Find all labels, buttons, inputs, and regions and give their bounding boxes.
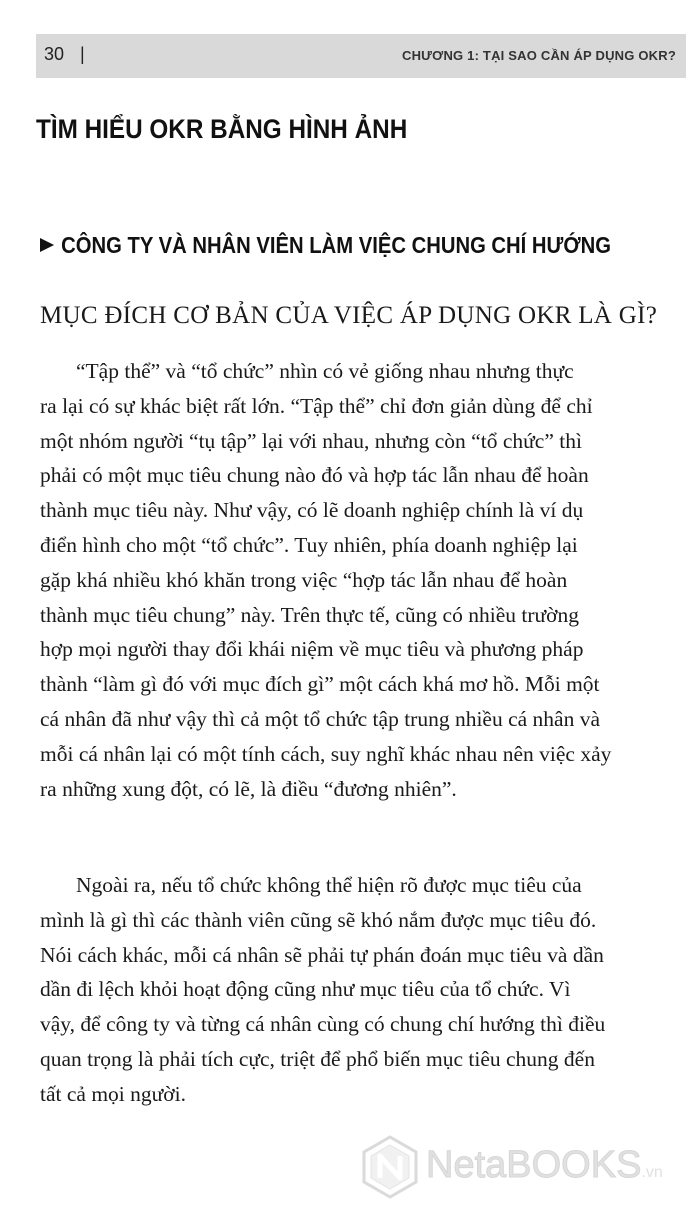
chapter-title: CHƯƠNG 1: TẠI SAO CẦN ÁP DỤNG OKR? — [402, 48, 676, 63]
paragraph-line: mình là gì thì các thành viên cũng sẽ khó nắm được mục tiêu đó. — [40, 907, 597, 932]
watermark — [360, 1134, 690, 1204]
paragraph-line: cá nhân đã như vậy thì cả một tổ chức tập trung nhiều cá nhân và — [40, 706, 601, 731]
paragraph-line: Ngoài ra, nếu tổ chức không thể hiện rõ được mục tiêu của — [76, 873, 582, 897]
header-separator: | — [80, 44, 85, 64]
paragraph-line: phải có một mục tiêu chung nào đó và hợp tác lẫn nhau để hoàn — [40, 463, 589, 488]
paragraph-line: thành mục tiêu này. Như vậy, có lẽ doanh nghiệp chính là ví dụ — [40, 498, 584, 523]
subsection-text: CÔNG TY VÀ NHÂN VIÊN LÀM VIỆC CHUNG CHÍ HƯỚNG — [61, 232, 611, 258]
subsection-heading — [40, 232, 611, 259]
paragraph-line: Nói cách khác, mỗi cá nhân sẽ phải tự phán đoán mục tiêu và dần — [40, 942, 604, 967]
page-number: 30 — [44, 44, 65, 64]
paragraph-line: dần đi lệch khỏi hoạt động cũng như mục tiêu của tổ chức. Vì — [40, 977, 571, 1002]
paragraph-line: gặp khá nhiều khó khăn trong việc “hợp tác lẫn nhau để hoàn — [40, 567, 568, 592]
section-title: TÌM HIỂU OKR BẰNG HÌNH ẢNH — [36, 114, 408, 144]
paragraph-line: một nhóm người “tụ tập” lại với nhau, nhưng còn “tổ chức” thì — [40, 428, 582, 453]
watermark-suffix: .vn — [641, 1164, 663, 1181]
triangle-bullet-icon — [40, 238, 54, 252]
paragraph-line: thành “làm gì đó với mục đích gì” một cách khá mơ hồ. Mỗi một — [40, 672, 600, 697]
running-header — [36, 34, 686, 78]
paragraph-1 — [40, 354, 670, 806]
paragraph-line: vậy, để công ty và từng cá nhân cùng có chung chí hướng thì điều — [40, 1012, 606, 1037]
paragraph-line: mỗi cá nhân lại có một tính cách, suy nghĩ khác nhau nên việc xảy — [40, 741, 612, 766]
paragraph-line: tất cả mọi người. — [40, 1081, 187, 1106]
paragraph-line: quan trọng là phải tích cực, triệt để phổ biến mục tiêu chung đến — [40, 1046, 595, 1071]
paragraph-line: hợp mọi người thay đổi khái niệm về mục tiêu và phương pháp — [40, 637, 584, 662]
paragraph-line: “Tập thể” và “tổ chức” nhìn có vẻ giống nhau nhưng thực — [76, 359, 574, 383]
paragraph-2 — [40, 868, 670, 1112]
paragraph-line: điển hình cho một “tổ chức”. Tuy nhiên, phía doanh nghiệp lại — [40, 532, 578, 557]
paragraph-line: thành mục tiêu chung” này. Trên thực tế, cũng có nhiều trường — [40, 602, 580, 627]
question-heading: MỤC ĐÍCH CƠ BẢN CỦA VIỆC ÁP DỤNG OKR LÀ GÌ? — [40, 302, 658, 329]
paragraph-line: ra những xung đột, có lẽ, là điều “đương nhiên”. — [40, 776, 457, 801]
paragraph-line: ra lại có sự khác biệt rất lớn. “Tập thể” chỉ đơn giản dùng để chỉ — [40, 393, 593, 418]
watermark-brand: NetaBOOKS.vn — [426, 1144, 663, 1186]
netabooks-logo-icon — [360, 1134, 420, 1200]
